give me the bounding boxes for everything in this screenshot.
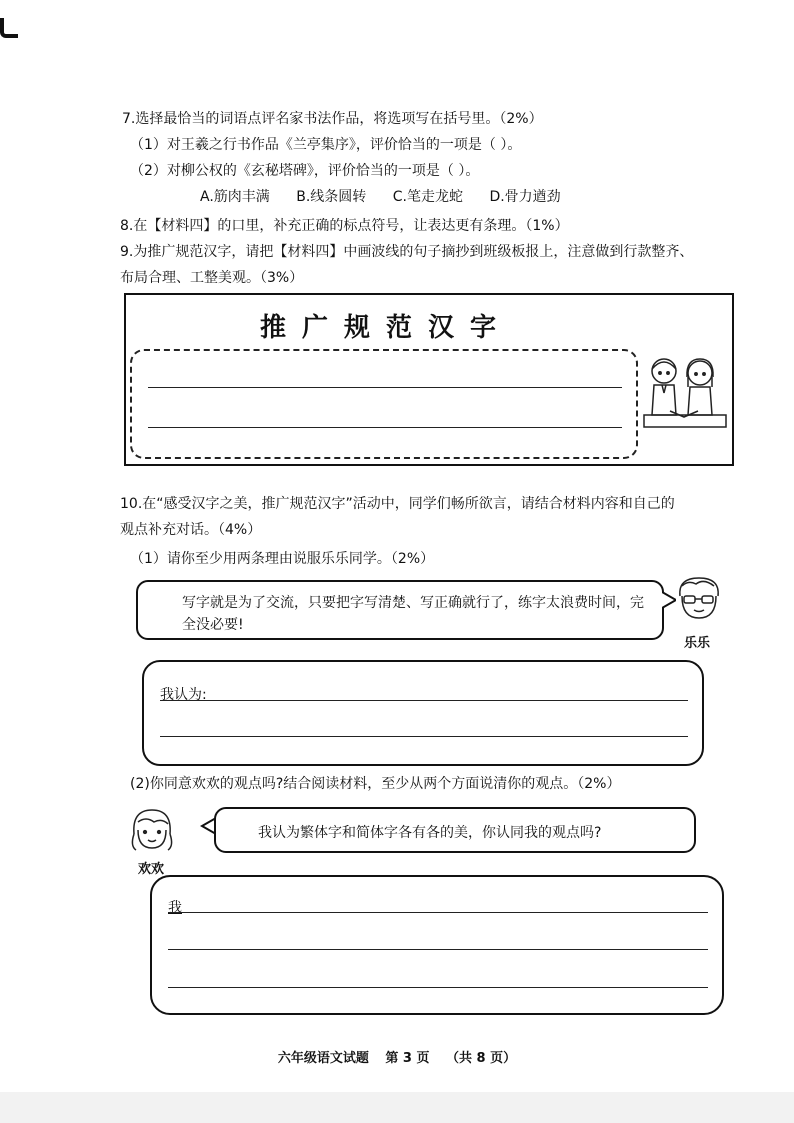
option-c: C.笔走龙蛇 [392,189,463,205]
question-10-line-1: 10.在“感受汉字之美，推广规范汉字”活动中，同学们畅所欲言，请结合材料内容和自己的 [120,496,675,512]
question-7-item-2: （2）对柳公权的《玄秘塔碑》，评价恰当的一项是（ ）。 [130,163,480,179]
writing-line [168,987,708,988]
writing-line [168,912,708,913]
question-9-line-1: 9.为推广规范汉字，请把【材料四】中画波线的句子摘抄到班级板报上，注意做到行款整齐、 [120,244,694,260]
lele-speech: 写字就是为了交流，只要把字写清楚、写正确就行了，练字太浪费时间，完全没必要! [182,595,644,633]
writing-line [160,700,688,701]
question-7-options [200,188,583,206]
option-d: D.骨力遒劲 [489,189,561,205]
lele-speech-bubble [136,580,664,640]
question-10-line-2: 观点补充对话。（4%） [120,522,262,538]
question-10-sub-2: (2)你同意欢欢的观点吗?结合阅读材料，至少从两个方面说清你的观点。（2%） [130,776,621,792]
blackboard-frame [124,293,734,466]
writing-line [148,387,622,388]
board-title: 推广规范汉字 [259,313,512,343]
students-illustration [640,353,730,443]
footer-subject: 六年级语文试题 [277,1051,369,1066]
answer-box-1[interactable] [142,660,704,766]
writing-line [160,736,688,737]
board-writing-area[interactable] [130,349,638,459]
option-b: B.线条圆转 [296,189,367,205]
question-9-line-2: 布局合理、工整美观。（3%） [120,270,304,286]
huanhuan-speech: 我认为繁体字和简体字各有各的美，你认同我的观点吗? [258,825,602,841]
corner-scan-mark [0,18,18,38]
footer-total: （共 8 页） [446,1051,517,1066]
huanhuan-avatar [126,806,178,858]
huanhuan-speech-bubble [214,807,696,853]
answer-1-label: 我认为: [160,687,207,703]
lele-name: 乐乐 [684,636,711,651]
question-7-title: 7.选择最恰当的词语点评名家书法作品，将选项写在括号里。（2%） [122,111,543,127]
answer-2-label: 我 [168,900,182,916]
question-8-title: 8.在【材料四】的口里，补充正确的标点符号，让表达更有条理。（1%） [120,218,569,234]
footer-page: 第 3 页 [385,1051,430,1066]
lele-avatar [674,574,724,626]
huanhuan-name: 欢欢 [138,862,165,877]
page-footer [0,1047,794,1066]
question-7-item-1: （1）对王羲之行书作品《兰亭集序》，评价恰当的一项是（ ）。 [130,137,522,153]
writing-line [148,427,622,428]
option-a: A.筋肉丰满 [200,189,270,205]
writing-line [168,949,708,950]
question-10-sub-1: （1）请你至少用两条理由说服乐乐同学。（2%） [130,551,435,567]
scan-bottom-edge [0,1092,794,1123]
answer-box-2[interactable] [150,875,724,1015]
